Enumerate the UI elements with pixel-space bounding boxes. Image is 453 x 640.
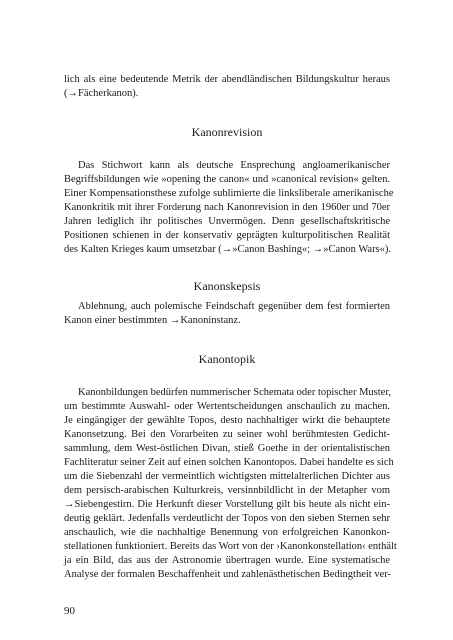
paragraph-line: dem persisch-arabischen Kulturkreis, versinnbildlicht in der Metapher vom — [64, 485, 390, 496]
page-number: 90 — [64, 605, 75, 617]
paragraph-line: Kanonsetzung. Bei den Vorarbeiten zu seiner wohl berühmtesten Gedicht- — [64, 429, 390, 440]
section-heading-kanonrevision: Kanonrevision — [191, 125, 263, 139]
paragraph-line: Begriffsbildungen wie »opening the canon« und »canonical revision« gelten. — [64, 174, 390, 185]
paragraph-line: Fachliteratur seiner Zeit auf einen solchen Kanontopos. Dabei handelte es sich — [64, 457, 394, 468]
paragraph-line: Ablehnung, auch polemische Feindschaft gegenüber dem fest formierten — [78, 301, 390, 312]
paragraph-line: Je eingängiger der gewählte Topos, desto nachhaltiger wirkt die behauptete — [64, 415, 390, 426]
paragraph-line: →Siebengestirn. Die Herkunft dieser Vorstellung gilt bis heute als nicht ein- — [64, 499, 390, 510]
section-heading-kanontopik: Kanontopik — [198, 352, 256, 366]
paragraph-line: Positionen schienen in der konservativ geprägten kulturpolitischen Realität — [64, 230, 390, 241]
paragraph-line: anschaulich, wie die nachhaltige Benennung von erfolgreichen Kanonkon- — [64, 527, 390, 538]
paragraph-line: Kanonkritik mit ihrer Forderung nach Kanonrevision in den 1960er und 70er — [64, 202, 390, 213]
paragraph-line: um bestimmte Auswahl- oder Wertentscheidungen anschaulich zu machen. — [64, 401, 390, 412]
paragraph-line: ja ein Bild, das aus der Astronomie übertragen wurde. Eine systematische — [64, 555, 390, 566]
intro-line: (→Fächerkanon). — [64, 88, 139, 99]
paragraph-line: um die Siebenzahl der vermeintlich wichtigsten mittelalterlichen Dichter aus — [64, 471, 390, 482]
intro-line: lich als eine bedeutende Metrik der abendländischen Bildungskultur heraus — [64, 74, 390, 85]
paragraph-line: sammlung, dem West-östlichen Divan, stieß Goethe in der orientalistischen — [64, 443, 390, 454]
paragraph-line: Einer Kompensationsthese zufolge sublimierte die linksliberale amerikanische — [64, 188, 394, 199]
paragraph-line: Jahren lediglich ihr politisches Unvermögen. Denn gesellschaftskritische — [64, 216, 390, 227]
paragraph-line: stellationen funktioniert. Bereits das Wort von der ›Kanonkonstellation‹ enthält — [64, 541, 397, 552]
paragraph-line: Analyse der formalen Beschaffenheit und zahlenästhetischen Bedingtheit ver- — [64, 569, 392, 580]
section-heading-kanonskepsis: Kanonskepsis — [193, 279, 261, 293]
paragraph-line: Kanon einer bestimmten →Kanoninstanz. — [64, 315, 241, 326]
paragraph-line: des Kalten Krieges kaum umsetzbar (→»Canon Bashing«; →»Canon Wars«). — [64, 244, 392, 255]
paragraph-line: Kanonbildungen bedürfen nummerischer Schemata oder topischer Muster, — [78, 387, 392, 398]
paragraph-line: Das Stichwort kann als deutsche Ensprechung angloamerikanischer — [78, 160, 390, 171]
paragraph-line: deutig geklärt. Jedenfalls verdeutlicht der Topos von den sieben Sternen sehr — [64, 513, 390, 524]
